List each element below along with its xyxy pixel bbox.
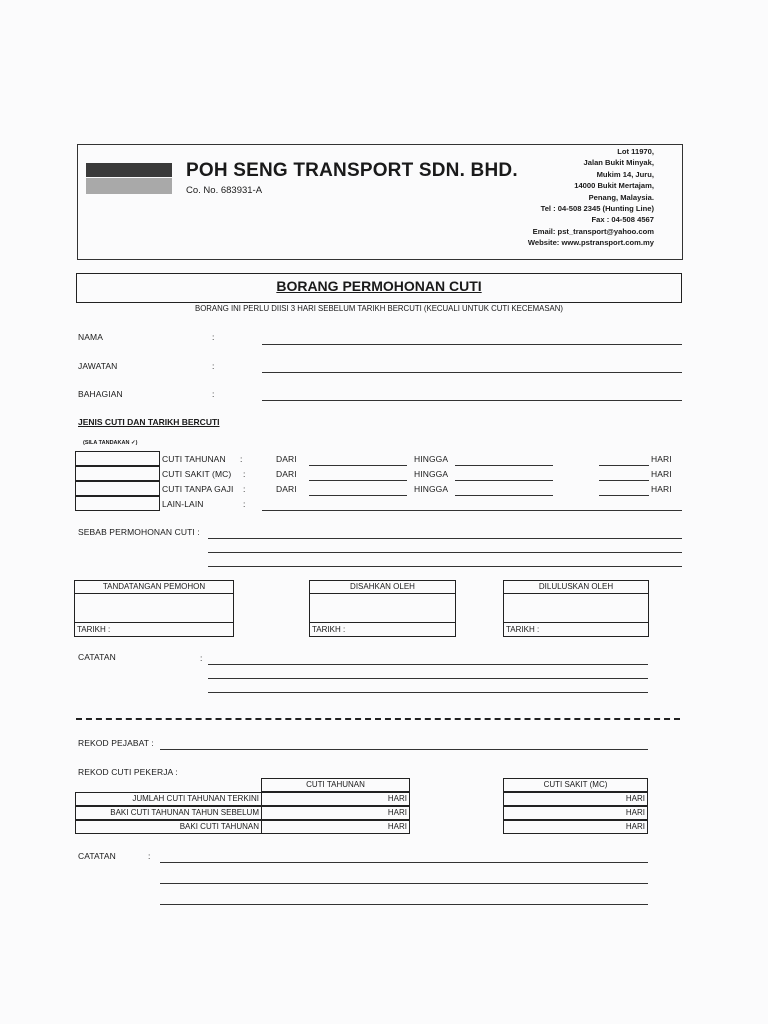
address-line: Website: www.pstransport.com.my bbox=[527, 238, 654, 248]
form-subtitle: BORANG INI PERLU DIISI 3 HARI SEBELUM TARIKH BERCUTI (KECUALI UNTUK CUTI KECEMASAN) bbox=[195, 304, 563, 313]
company-logo-lower bbox=[86, 178, 172, 194]
hari-field[interactable] bbox=[599, 480, 649, 481]
annual-hari-cell[interactable]: HARI bbox=[261, 806, 410, 820]
address-line: 14000 Bukit Mertajam, bbox=[574, 181, 654, 191]
record-row-label: BAKI CUTI TAHUNAN bbox=[75, 820, 262, 834]
address-line: Tel : 04-508 2345 (Hunting Line) bbox=[540, 204, 654, 214]
checkbox-lain-lain[interactable] bbox=[75, 496, 160, 511]
colon: : bbox=[212, 332, 215, 342]
sick-hari-cell[interactable]: HARI bbox=[503, 806, 648, 820]
hingga-field[interactable] bbox=[455, 465, 553, 466]
leave-type-label: CUTI TAHUNAN bbox=[162, 454, 226, 464]
hingga-field[interactable] bbox=[455, 495, 553, 496]
record-row-label: BAKI CUTI TAHUNAN TAHUN SEBELUM bbox=[75, 806, 262, 820]
leave-type-label: LAIN-LAIN bbox=[162, 499, 204, 509]
tick-note: (SILA TANDAKAN ✓) bbox=[83, 440, 138, 446]
colon: : bbox=[212, 389, 215, 399]
address-line: Jalan Bukit Minyak, bbox=[583, 158, 654, 168]
colon: : bbox=[212, 361, 215, 371]
signature-heading: DISAHKAN OLEH bbox=[310, 581, 455, 594]
signature-date: TARIKH : bbox=[310, 622, 455, 636]
rekod-pejabat-field[interactable] bbox=[160, 749, 648, 750]
office-catatan-line[interactable] bbox=[160, 904, 648, 905]
company-name: POH SENG TRANSPORT SDN. BHD. bbox=[186, 160, 518, 181]
checkbox-cuti-tahunan[interactable] bbox=[75, 451, 160, 466]
signature-heading: DILULUSKAN OLEH bbox=[504, 581, 648, 594]
dari-field[interactable] bbox=[309, 480, 407, 481]
office-catatan-line[interactable] bbox=[160, 883, 648, 884]
record-row-label: JUMLAH CUTI TAHUNAN TERKINI bbox=[75, 792, 262, 806]
hingga-label: HINGGA bbox=[414, 484, 449, 494]
leave-type-label: CUTI SAKIT (MC) bbox=[162, 469, 232, 479]
hingga-label: HINGGA bbox=[414, 469, 449, 479]
colon: : bbox=[243, 484, 246, 494]
catatan-field-line[interactable] bbox=[208, 692, 648, 693]
dari-label: DARI bbox=[276, 484, 297, 494]
annual-hari-cell[interactable]: HARI bbox=[261, 820, 410, 834]
cut-line-divider bbox=[76, 718, 680, 720]
colon: : bbox=[240, 454, 243, 464]
rekod-pejabat-label: REKOD PEJABAT : bbox=[78, 738, 154, 748]
reason-field-line[interactable] bbox=[208, 538, 682, 539]
colon: : bbox=[200, 653, 203, 663]
hingga-label: HINGGA bbox=[414, 454, 449, 464]
hingga-field[interactable] bbox=[455, 480, 553, 481]
verified-by-box[interactable] bbox=[309, 580, 456, 637]
jawatan-field[interactable] bbox=[262, 372, 682, 373]
signature-date: TARIKH : bbox=[504, 622, 648, 636]
annual-hari-cell[interactable]: HARI bbox=[261, 792, 410, 806]
address-line: Mukim 14, Juru, bbox=[596, 169, 654, 179]
hari-label: HARI bbox=[651, 469, 672, 479]
company-reg-no: Co. No. 683931-A bbox=[186, 185, 263, 196]
dari-label: DARI bbox=[276, 469, 297, 479]
leave-type-label: CUTI TANPA GAJI bbox=[162, 484, 234, 494]
office-catatan-line[interactable] bbox=[160, 862, 648, 863]
dari-field[interactable] bbox=[309, 465, 407, 466]
company-address bbox=[528, 146, 654, 249]
bahagian-field[interactable] bbox=[262, 400, 682, 401]
office-catatan-label: CATATAN bbox=[78, 851, 116, 861]
lain-lain-field[interactable] bbox=[262, 510, 682, 511]
address-line: Lot 11970, bbox=[617, 147, 654, 156]
dari-label: DARI bbox=[276, 454, 297, 464]
colon: : bbox=[243, 469, 246, 479]
address-line: Email: pst_transport@yahoo.com bbox=[532, 226, 654, 236]
hari-label: HARI bbox=[651, 454, 672, 464]
address-line: Penang, Malaysia. bbox=[588, 192, 654, 202]
checkbox-cuti-tanpa-gaji[interactable] bbox=[75, 481, 160, 496]
dari-field[interactable] bbox=[309, 495, 407, 496]
hari-field[interactable] bbox=[599, 495, 649, 496]
form-title: BORANG PERMOHONAN CUTI bbox=[276, 278, 482, 294]
address-line: Fax : 04-508 4567 bbox=[591, 215, 654, 225]
colon: : bbox=[148, 851, 151, 861]
reason-field-line[interactable] bbox=[208, 552, 682, 553]
signature-heading: TANDATANGAN PEMOHON bbox=[75, 581, 233, 594]
catatan-field-line[interactable] bbox=[208, 664, 648, 665]
catatan-label: CATATAN bbox=[78, 652, 116, 662]
sick-hari-cell[interactable]: HARI bbox=[503, 792, 648, 806]
nama-label: NAMA bbox=[78, 332, 103, 342]
hari-field[interactable] bbox=[599, 465, 649, 466]
jawatan-label: JAWATAN bbox=[78, 361, 118, 371]
hari-label: HARI bbox=[651, 484, 672, 494]
reason-field-line[interactable] bbox=[208, 566, 682, 567]
approved-by-box[interactable] bbox=[503, 580, 649, 637]
catatan-field-line[interactable] bbox=[208, 678, 648, 679]
rekod-cuti-label: REKOD CUTI PEKERJA : bbox=[78, 767, 178, 777]
applicant-signature-box[interactable] bbox=[74, 580, 234, 637]
nama-field[interactable] bbox=[262, 344, 682, 345]
sick-leave-header: CUTI SAKIT (MC) bbox=[503, 778, 648, 792]
leave-section-title: JENIS CUTI DAN TARIKH BERCUTI bbox=[78, 417, 220, 427]
signature-date: TARIKH : bbox=[75, 622, 233, 636]
annual-leave-header: CUTI TAHUNAN bbox=[261, 778, 410, 792]
sick-hari-cell[interactable]: HARI bbox=[503, 820, 648, 834]
checkbox-cuti-sakit[interactable] bbox=[75, 466, 160, 481]
company-logo bbox=[86, 163, 172, 177]
colon: : bbox=[243, 499, 246, 509]
reason-label: SEBAB PERMOHONAN CUTI : bbox=[78, 527, 200, 537]
bahagian-label: BAHAGIAN bbox=[78, 389, 123, 399]
